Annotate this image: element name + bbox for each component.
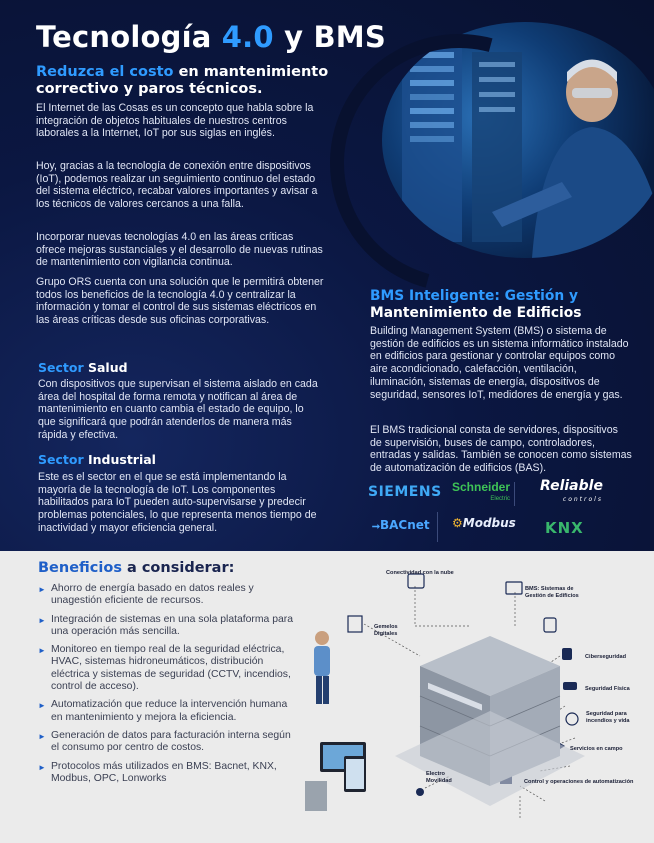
bacnet-icon: ⭢ [372, 521, 380, 532]
triangle-bullet-icon: ► [38, 762, 46, 772]
intro-paragraph-1: El Internet de las Cosas es un concepto que habla sobre la integración de objetos habituales de nuestros centros laborales a la Internet, IoT por sus siglas en inglés. [36, 102, 314, 140]
label-bms: BMS: Sistemas de Gestión de Edificios [525, 586, 579, 599]
label-cybersecurity: Ciberseguridad [585, 654, 627, 660]
triangle-bullet-icon: ► [38, 646, 46, 656]
bms-title: BMS Inteligente: Gestión y Mantenimiento de Edificios [370, 288, 582, 321]
benefit-item: ► Generación de datos para facturación interna según el consumo por centro de costos. [38, 729, 291, 754]
knx-logo: KNX [545, 519, 584, 537]
lock-icon [562, 648, 572, 660]
reliable-logo: Reliable controls [540, 478, 603, 503]
label-physical-security: Seguridad Física [585, 686, 630, 692]
bacnet-logo: ⭢BACnet [372, 518, 430, 532]
subtitle: Reduzca el costo en mantenimiento correctivo y paros técnicos. [36, 64, 329, 97]
benefit-item: ► Ahorro de energía basado en datos reales y unagestión eficiente de recursos. [38, 583, 254, 607]
intro-paragraph-4: Grupo ORS cuenta con una solución que le permitirá obtener todos los beneficios de la tecnología 4.0 y centralizar la información y tomar el control de sus sistemas eléctricos en las áreas críticas desde sus oficinas corporativas. [36, 276, 324, 327]
siemens-logo: SIEMENS [368, 484, 442, 500]
modbus-logo: ⚙Modbus [452, 516, 516, 530]
label-digital-twins: Gemelos Digitales [374, 624, 398, 637]
label-electromobility: Electro Movilidad [426, 771, 452, 784]
triangle-bullet-icon: ► [38, 585, 46, 594]
sector-industrial-heading: Sector Industrial [38, 452, 156, 467]
logo-divider [514, 482, 515, 506]
schneider-logo: Schneider Electric [452, 480, 511, 502]
label-cloud: Conectividad con la nube [386, 570, 454, 576]
modbus-icon: ⚙ [452, 516, 463, 530]
bms-paragraph-2: El BMS tradicional consta de servidores, dispositivos de supervisión, buses de campo, controladores, entradas y salidas. También se conocen como sistemas de automatización de edificios (BAS). [370, 424, 632, 475]
benefit-item: ► Automatización que reduce la intervención humana en mantenimiento y mejora la eficiencia. [38, 699, 288, 723]
benefit-item: ► Protocolos más utilizados en BMS: Bacnet, KNX, Modbus, OPC, Lonworks [38, 760, 277, 784]
sprinkler-icon [566, 713, 578, 725]
triangle-bullet-icon: ► [38, 701, 46, 711]
intro-paragraph-3: Incorporar nuevas tecnologías 4.0 en las áreas críticas ofrece mejoras sustanciales y el desarrollo de nuevas rutinas de mantenimiento con vigilancia continua. [36, 231, 323, 269]
sector-industrial-text: Este es el sector en el que se está implementando la mayoría de la tecnología de IoT. Los componentes habilitados para IoT pueden auto-supervisarse y predecir problemas potenciales, lo que representa menos tiempo de inactividad y mayor eficiencia general. [38, 471, 317, 534]
label-fire-safety: Seguridad para incendios y vida [586, 711, 630, 724]
benefits-list [38, 583, 296, 791]
building-icon [348, 616, 362, 632]
benefit-item: ► Integración de sistemas en una sola plataforma para una operación más sencilla. [38, 613, 294, 637]
benefit-item: ► Monitoreo en tiempo real de la seguridad eléctrica, HVAC, sistemas hidroneumáticos, distribución eléctrica y sistemas de seguridad (CCTV, incendios, control de acceso). [38, 644, 291, 693]
tablet-icon [544, 618, 556, 632]
camera-icon [563, 682, 577, 690]
label-field-services: Servicios en campo [570, 746, 623, 752]
plug-icon [416, 788, 424, 796]
sector-salud-heading: Sector Salud [38, 360, 128, 375]
sector-salud-text: Con dispositivos que supervisan el sistema aislado en cada área del hospital de forma remota y notifican al área de mantenimiento en cuanto cambia el estado de equipo, lo que significará que podrán atenderlos de manera más rápida y efectiva. [38, 378, 318, 441]
triangle-bullet-icon: ► [38, 615, 46, 625]
triangle-bullet-icon: ► [38, 731, 46, 741]
monitor-icon [506, 582, 522, 594]
label-automation-control: Control y operaciones de automatización [524, 779, 634, 785]
intro-paragraph-2: Hoy, gracias a la tecnología de conexión entre dispositivos (IoT), podemos realizar un seguimiento continuo del estado del sistema eléctrico, recabar valores importantes y avisar a los técnicos de valores cercanos a una falla. [36, 160, 318, 211]
page-title: Tecnología 4.0 y BMS [36, 20, 386, 54]
bms-paragraph-1: Building Management System (BMS) o sistema de gestión de edificios es un sistema informático instalado en edificios para gestionar y controlar equipos como aire acondicionado, calefacción, ventilación, iluminación, sistemas de energía, dispositivos de seguridad, sensores IoT, medidores de energía y gas. [370, 325, 629, 401]
logo-divider-2 [437, 512, 438, 542]
benefits-title: Beneficios a considerar: [38, 560, 235, 576]
